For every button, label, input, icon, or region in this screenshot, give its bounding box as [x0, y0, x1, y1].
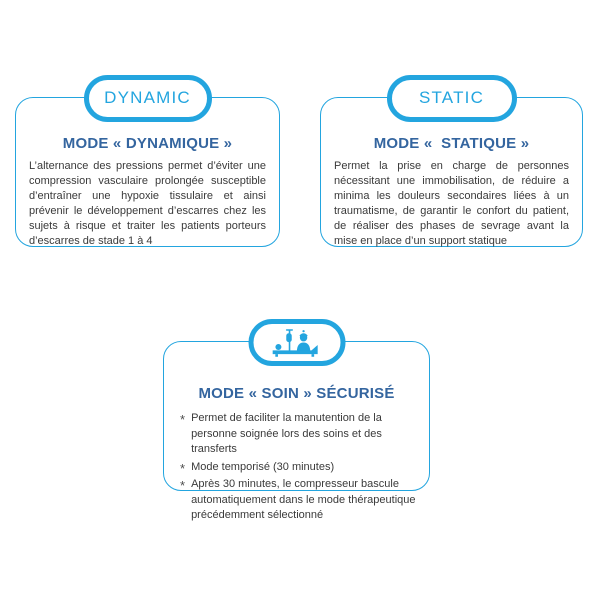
list-item: [180, 460, 417, 476]
bullet-marker: *: [180, 412, 186, 427]
dynamic-card-description: L’alternance des pressions permet d’éviter une compression vasculaire prolongée susceptible d’entraîner une hypoxie tissulaire et ainsi prévenir le développement d’escarres chez les sujets à risque et traiter les patients porteurs d’escarres de stade 1 à 4: [29, 160, 266, 247]
card-mode-statique: [320, 88, 583, 247]
bullet-marker: *: [180, 478, 186, 493]
soin-bullet-list: [164, 411, 429, 524]
bullet-text: Après 30 minutes, le compresseur bascule automatiquement dans le mode thérapeutique précédemment sélectionné: [191, 478, 416, 521]
card-mode-dynamique: [15, 88, 280, 247]
dynamic-card-title: MODE « DYNAMIQUE »: [62, 135, 233, 152]
card-mode-soin-securise: [163, 341, 430, 521]
static-mode-badge: [387, 75, 517, 122]
static-card-title: MODE « STATIQUE »: [373, 135, 530, 152]
list-item: [180, 411, 417, 458]
list-item: [180, 477, 417, 524]
static-badge-label: STATIC: [418, 88, 485, 107]
bullet-text: Permet de faciliter la manutention de la personne soignée lors des soins et des transferts: [191, 412, 382, 455]
bullet-marker: *: [180, 460, 186, 476]
soin-mode-badge: [248, 319, 345, 366]
caregiver-bedside-icon: [268, 328, 326, 358]
dynamic-badge-label: DYNAMIC: [104, 88, 191, 107]
soin-card-title: MODE « SOIN » SÉCURISÉ: [198, 385, 395, 402]
dynamic-mode-badge: [84, 75, 212, 122]
bullet-text: Mode temporisé (30 minutes): [191, 460, 335, 473]
static-card-description: Permet la prise en charge de personnes nécessitant une immobilisation, de réduire a minima les douleurs secondaires liées à un traumatisme, de garantir le confort du patient, de réaliser des phases de sevrage avant la mise en place d’un support statique: [334, 160, 569, 247]
